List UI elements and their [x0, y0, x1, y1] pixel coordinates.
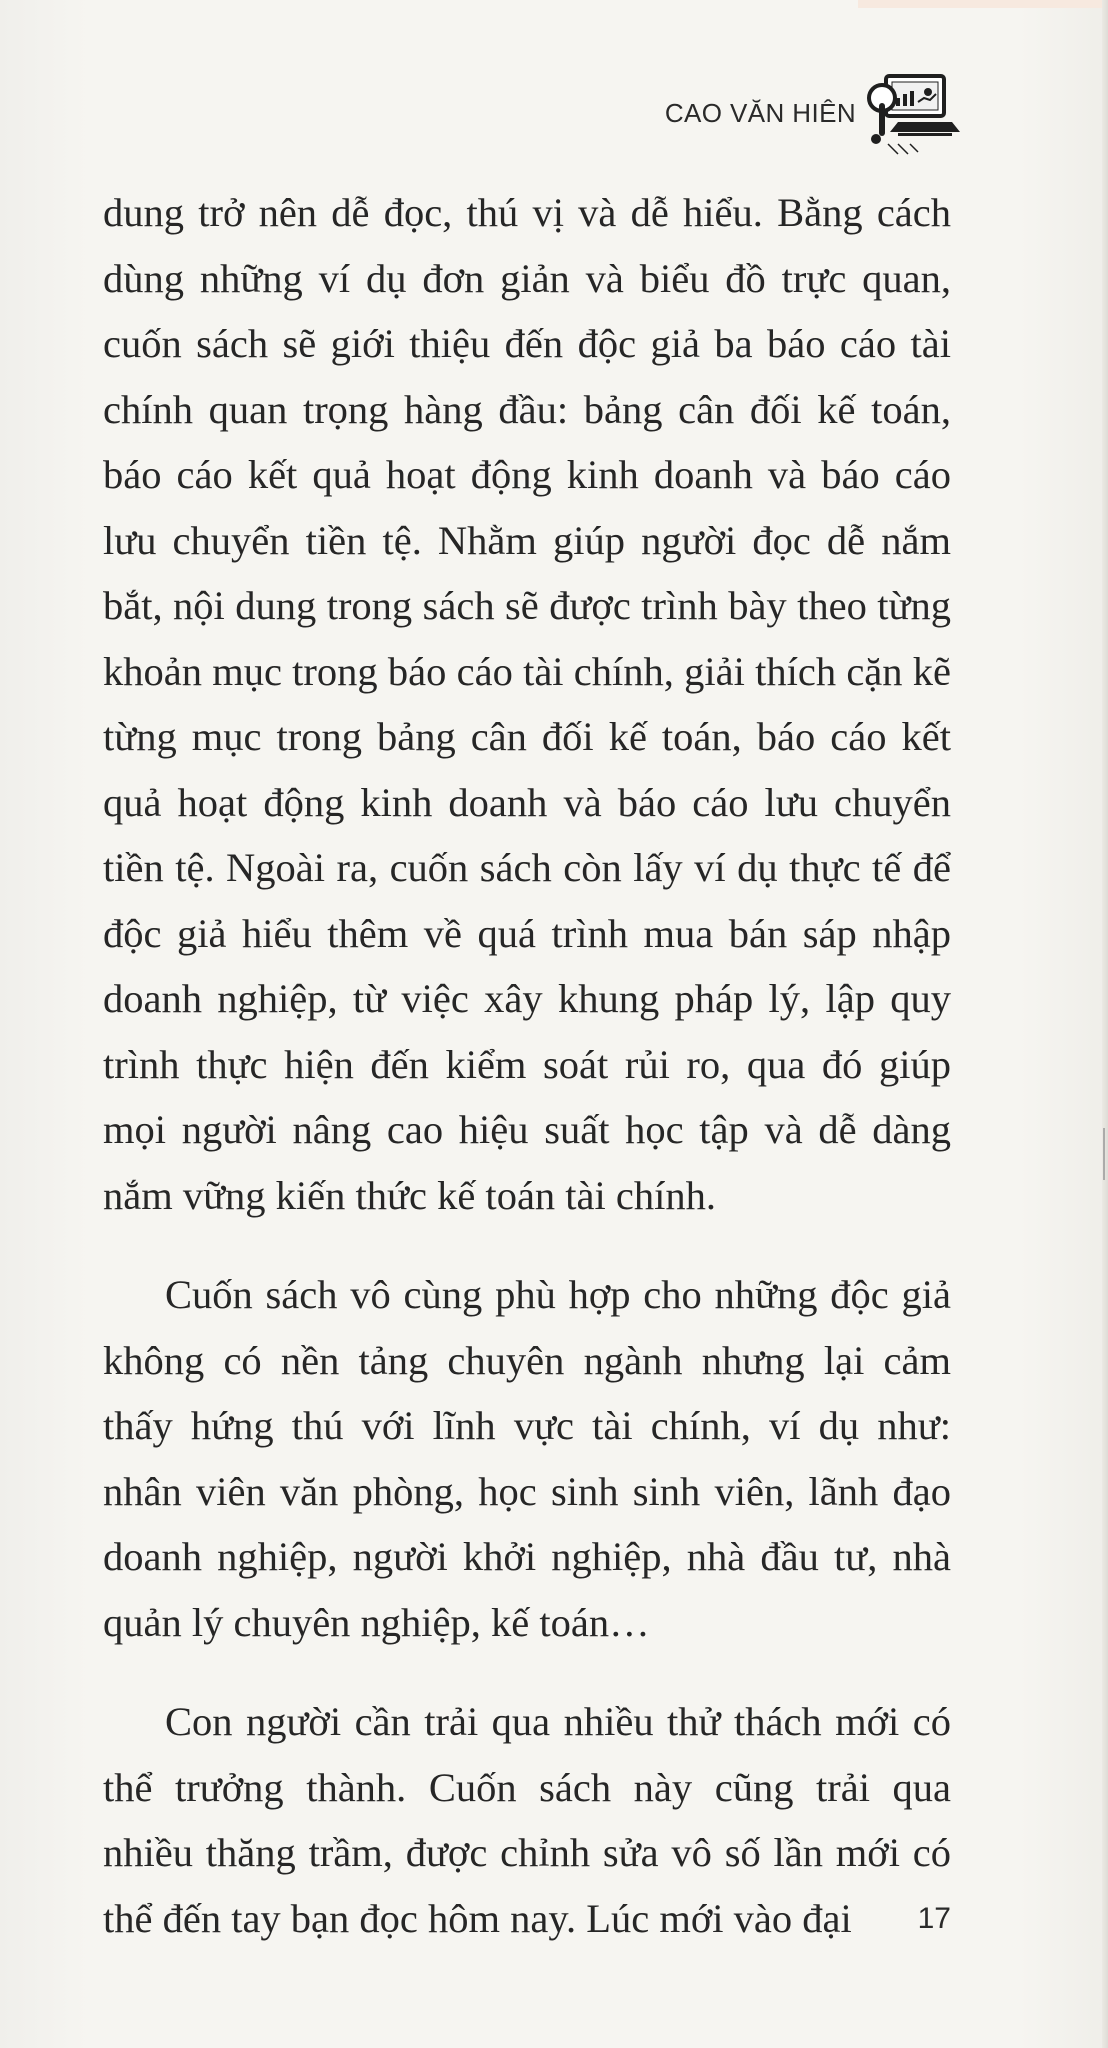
scan-mark: [1103, 1128, 1105, 1180]
paragraph: Con người cần trải qua nhiều thử thách mới có thể trưởng thành. Cuốn sách này cũng trải qua nhiều thăng trầm, được chỉnh sửa vô số lần mới có thể đến tay bạn đọc hôm nay. Lúc mới vào đại: [103, 1699, 951, 1941]
paragraph: Cuốn sách vô cùng phù hợp cho những độc giả không có nền tảng chuyên ngành nhưng lại cảm thấy hứng thú với lĩnh vực tài chính, ví dụ như: nhân viên văn phòng, học sinh sinh viên, lãnh đạo doanh nghiệp, người khởi nghiệp, nhà đầu tư, nhà quản lý chuyên nghiệp, kế toán…: [103, 1272, 951, 1645]
page-number: 17: [917, 1902, 951, 1935]
computer-screen-with-magnifier-icon: [858, 70, 962, 160]
top-edge-tint: [858, 0, 1108, 8]
paragraph: dung trở nên dễ đọc, thú vị và dễ hiểu. Bằng cách dùng những ví dụ đơn giản và biểu đồ trực quan, cuốn sách sẽ giới thiệu đến độc giả ba báo cáo tài chính quan trọng hàng đầu: bảng cân đối kế toán, báo cáo kết quả hoạt động kinh doanh và báo cáo lưu chuyển tiền tệ. Nhằm giúp người đọc dễ nắm bắt, nội dung trong sách sẽ được trình bày theo từng khoản mục trong báo cáo tài chính, giải thích cặn kẽ từng mục trong bảng cân đối kế toán, báo cáo kết quả hoạt động kinh doanh và báo cáo lưu chuyển tiền tệ. Ngoài ra, cuốn sách còn lấy ví dụ thực tế để độc giả hiểu thêm về quá trình mua bán sáp nhập doanh nghiệp, từ việc xây khung pháp lý, lập quy trình thực hiện đến kiểm soát rủi ro, qua đó giúp mọi người nâng cao hiệu suất học tập và dễ dàng nắm vững kiến thức kế toán tài chính.: [103, 190, 951, 1218]
page-edge: [1102, 0, 1108, 2048]
running-header: [0, 76, 1108, 146]
body-text: [103, 180, 951, 1951]
header-author: CAO VĂN HIÊN: [664, 98, 856, 128]
